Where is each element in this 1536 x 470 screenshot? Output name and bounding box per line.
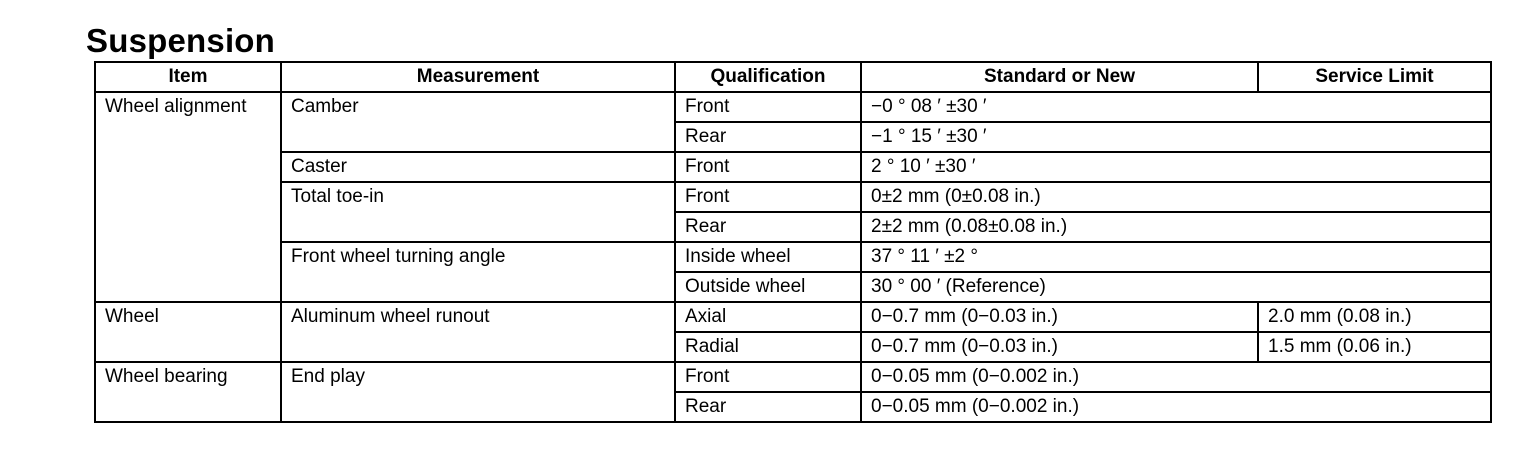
item-cell: Wheel bearing — [95, 362, 281, 422]
qualification-cell: Inside wheel — [675, 242, 861, 272]
standard-cell: 0±2 mm (0±0.08 in.) — [861, 182, 1491, 212]
standard-cell: 0−0.05 mm (0−0.002 in.) — [861, 362, 1491, 392]
qualification-cell: Rear — [675, 392, 861, 422]
standard-cell: 37 ° 11 ′ ±2 ° — [861, 242, 1491, 272]
qualification-cell: Front — [675, 182, 861, 212]
qualification-cell: Rear — [675, 212, 861, 242]
service-limit-cell: 2.0 mm (0.08 in.) — [1258, 302, 1491, 332]
suspension-spec-table — [94, 61, 1492, 423]
measurement-cell: End play — [281, 362, 675, 422]
measurement-cell: Camber — [281, 92, 675, 152]
header-measurement: Measurement — [281, 62, 675, 92]
table-row — [95, 92, 1491, 122]
table-row — [95, 302, 1491, 332]
table-row — [95, 182, 1491, 212]
page-title: Suspension — [86, 22, 276, 59]
qualification-cell: Axial — [675, 302, 861, 332]
measurement-cell: Front wheel turning angle — [281, 242, 675, 302]
service-limit-cell: 1.5 mm (0.06 in.) — [1258, 332, 1491, 362]
standard-cell: 0−0.7 mm (0−0.03 in.) — [861, 302, 1258, 332]
table-row — [95, 242, 1491, 272]
qualification-cell: Outside wheel — [675, 272, 861, 302]
table-row — [95, 362, 1491, 392]
header-service-limit: Service Limit — [1258, 62, 1491, 92]
measurement-cell: Aluminum wheel runout — [281, 302, 675, 362]
item-cell: Wheel — [95, 302, 281, 362]
header-qualification: Qualification — [675, 62, 861, 92]
standard-cell: 0−0.05 mm (0−0.002 in.) — [861, 392, 1491, 422]
standard-cell: 30 ° 00 ′ (Reference) — [861, 272, 1491, 302]
standard-cell: −1 ° 15 ′ ±30 ′ — [861, 122, 1491, 152]
standard-cell: 2 ° 10 ′ ±30 ′ — [861, 152, 1491, 182]
standard-cell: 2±2 mm (0.08±0.08 in.) — [861, 212, 1491, 242]
standard-cell: −0 ° 08 ′ ±30 ′ — [861, 92, 1491, 122]
qualification-cell: Front — [675, 152, 861, 182]
measurement-cell: Caster — [281, 152, 675, 182]
standard-cell: 0−0.7 mm (0−0.03 in.) — [861, 332, 1258, 362]
table-header-row — [95, 62, 1491, 92]
table-row — [95, 152, 1491, 182]
qualification-cell: Rear — [675, 122, 861, 152]
item-cell: Wheel alignment — [95, 92, 281, 302]
measurement-cell: Total toe-in — [281, 182, 675, 242]
qualification-cell: Front — [675, 92, 861, 122]
qualification-cell: Front — [675, 362, 861, 392]
header-item: Item — [95, 62, 281, 92]
header-standard: Standard or New — [861, 62, 1258, 92]
qualification-cell: Radial — [675, 332, 861, 362]
